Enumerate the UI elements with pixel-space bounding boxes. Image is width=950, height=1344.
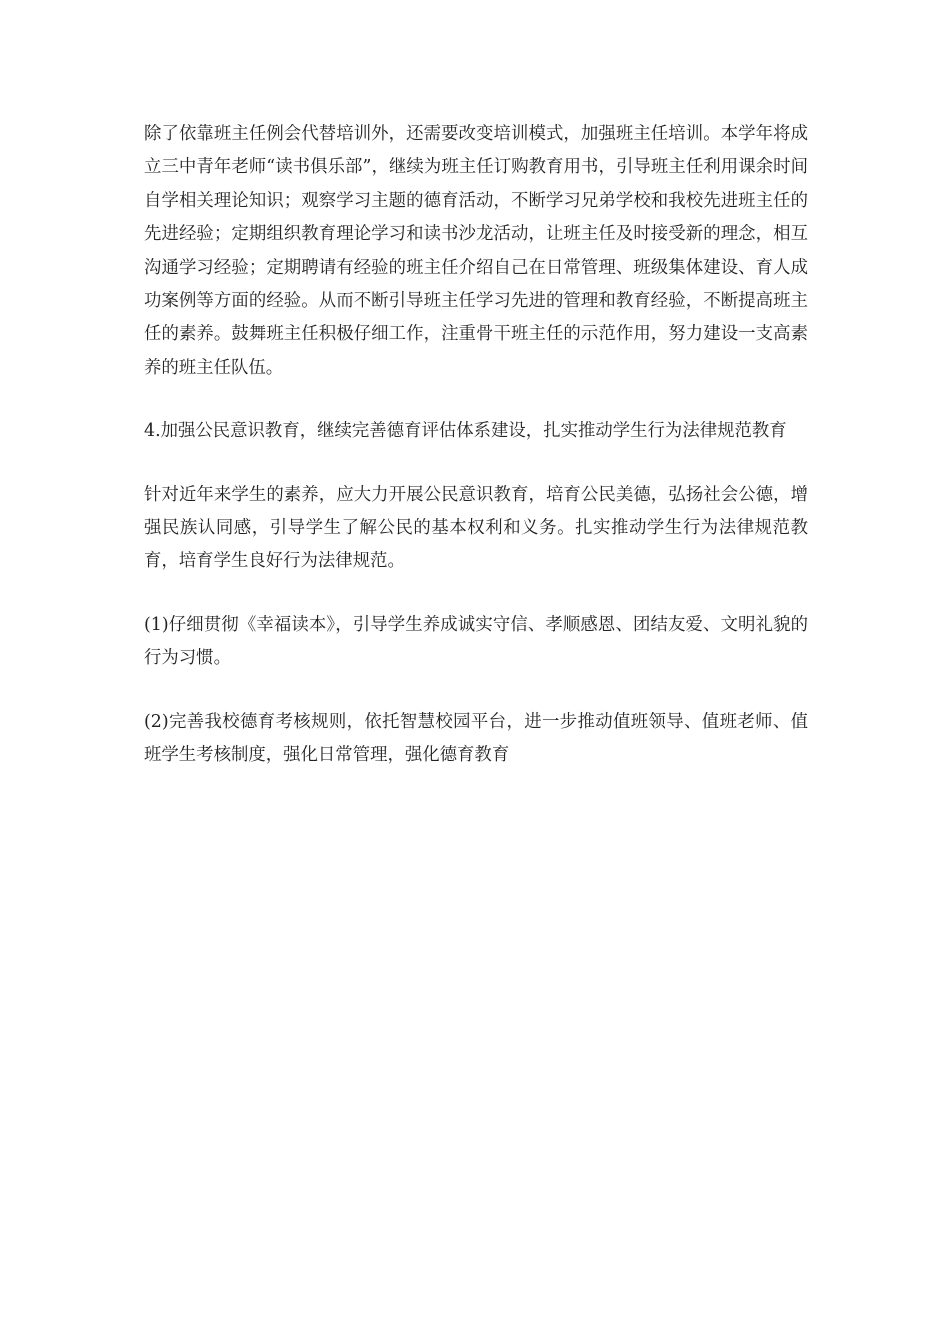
- paragraph-civic-education: 针对近年来学生的素养，应大力开展公民意识教育，培育公民美德，弘扬社会公德，增强民族认同感，引导学生了解公民的基本权利和义务。扎实推动学生行为法律规范教育，培育学生良好行为法律规范。: [144, 484, 808, 572]
- document-page: [144, 118, 808, 773]
- section-heading-civic-education: 4.加强公民意识教育，继续完善德育评估体系建设，扎实推动学生行为法律规范教育: [144, 421, 787, 442]
- paragraph-class-teacher-training: 除了依靠班主任例会代替培训外，还需要改变培训模式，加强班主任培训。本学年将成立三中青年老师“读书俱乐部”，继续为班主任订购教育用书，引导班主任利用课余时间自学相关理论知识；观察学习主题的德育活动，不断学习兄弟学校和我校先进班主任的先进经验；定期组织教育理论学习和读书沙龙活动，让班主任及时接受新的理念，相互沟通学习经验；定期聘请有经验的班主任介绍自己在日常管理、班级集体建设、育人成功案例等方面的经验。从而不断引导班主任学习先进的管理和教育经验，不断提高班主任的素养。鼓舞班主任积极仔细工作，注重骨干班主任的示范作用，努力建设一支高素养的班主任队伍。: [144, 124, 808, 378]
- list-item-2: (2)完善我校德育考核规则，依托智慧校园平台，进一步推动值班领导、值班老师、值班学生考核制度，强化日常管理，强化德育教育: [144, 711, 808, 766]
- list-item-1: (1)仔细贯彻《幸福读本》，引导学生养成诚实守信、孝顺感恩、团结友爱、文明礼貌的行为习惯。: [144, 614, 808, 669]
